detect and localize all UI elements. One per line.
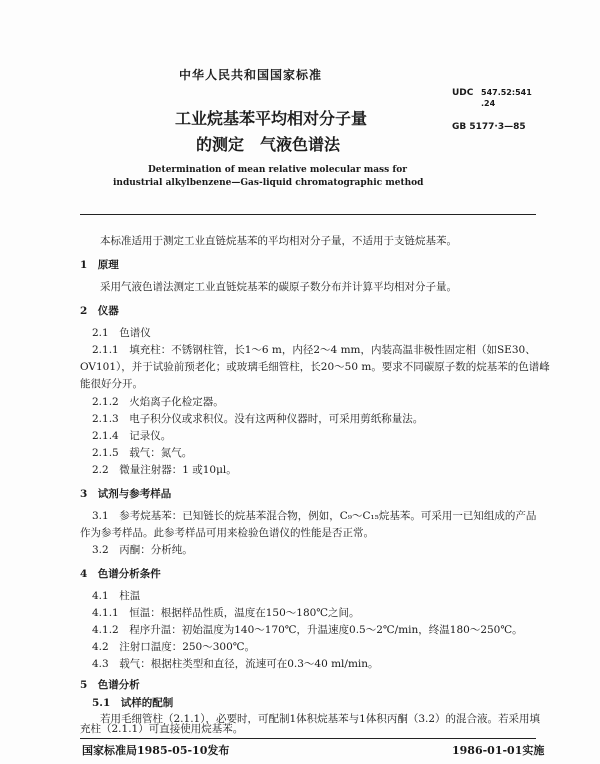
section-3-title: 3 试剂与参考样品 (80, 488, 172, 500)
header-divider (80, 214, 536, 215)
clause-5-1-line-2: 充柱（2.1.1）可直接使用烷基苯。 (80, 723, 244, 735)
clause-4-1-2: 4.1.2 程序升温：初始温度为140～170℃，升温速度0.5～2℃/min，终温180～250℃。 (92, 624, 523, 636)
udc-label: UDC (452, 88, 474, 98)
section-1-text: 采用气液色谱法测定工业直链烷基苯的碳原子数分布并计算平均相对分子量。 (100, 281, 457, 293)
section-5-title: 5 色谱分析 (80, 679, 140, 691)
clause-3-2: 3.2 丙酮：分析纯。 (92, 544, 193, 556)
english-title-line-1: Determination of mean relative molecular mass for (148, 165, 407, 175)
title-line-2: 的测定 气液色谱法 (196, 135, 341, 154)
udc-value: 547.52:541 (481, 88, 532, 97)
section-1-title: 1 原理 (80, 259, 119, 271)
issue-date: 国家标准局1985-05-10发布 (82, 744, 230, 757)
udc-value-2: .24 (481, 99, 496, 108)
clause-5-1: 5.1 试样的配制 (92, 697, 174, 709)
clause-2-1-1-line-2: OV101），并于试验前预老化；或玻璃毛细管柱，长20～50 m。要求不同碳原子数的烷基苯的色谱峰 (80, 361, 550, 373)
clause-2-1-5: 2.1.5 载气：氮气。 (92, 447, 193, 459)
clause-2-1-4: 2.1.4 记录仪。 (92, 430, 172, 442)
clause-5-1-line-1: 若用毛细管柱（2.1.1），必要时，可配制1体积烷基苯与1体积丙酮（3.2）的混合液。若采用填 (100, 713, 541, 725)
clause-2-1: 2.1 色谱仪 (92, 327, 151, 339)
clause-2-1-2: 2.1.2 火焰离子化检定器。 (92, 396, 224, 408)
clause-4-1-1: 4.1.1 恒温：根据样品性质，温度在150～180℃之间。 (92, 607, 360, 619)
effective-date: 1986-01-01实施 (452, 744, 545, 757)
clause-2-1-1-line-1: 2.1.1 填充柱：不锈钢柱管，长1～6 m，内径2～4 mm，内装高温非极性固定相（如SE30、 (92, 344, 536, 356)
clause-2-1-1-line-3: 能很好分开。 (80, 378, 143, 390)
clause-3-1-line-1: 3.1 参考烷基苯：已知链长的烷基苯混合物，例如，C₉～C₁₅烷基苯。可采用一已知组成的产品 (92, 510, 537, 522)
clause-4-1: 4.1 柱温 (92, 590, 141, 602)
gb-code: GB 5177·3—85 (452, 122, 526, 132)
title-line-1: 工业烷基苯平均相对分子量 (175, 109, 368, 128)
issuing-org: 中华人民共和国国家标准 (179, 68, 323, 82)
section-2-title: 2 仪器 (80, 305, 119, 317)
clause-2-2: 2.2 微量注射器：1 或10μl。 (92, 464, 237, 476)
clause-4-2: 4.2 注射口温度：250～300℃。 (92, 641, 256, 653)
clause-2-1-3: 2.1.3 电子积分仪或求积仪。没有这两种仪器时，可采用剪纸称量法。 (92, 413, 424, 425)
clause-4-3: 4.3 载气：根据柱类型和直径，流速可在0.3～40 ml/min。 (92, 658, 379, 670)
clause-3-1-line-2: 作为参考样品。此参考样品可用来检验色谱仪的性能是否正常。 (80, 527, 374, 539)
section-4-title: 4 色谱分析条件 (80, 568, 161, 580)
intro-text: 本标准适用于测定工业直链烷基苯的平均相对分子量，不适用于支链烷基苯。 (100, 235, 457, 247)
footer-divider (80, 738, 536, 739)
english-title-line-2: industrial alkylbenzene—Gas-liquid chromatographic method (113, 178, 424, 188)
